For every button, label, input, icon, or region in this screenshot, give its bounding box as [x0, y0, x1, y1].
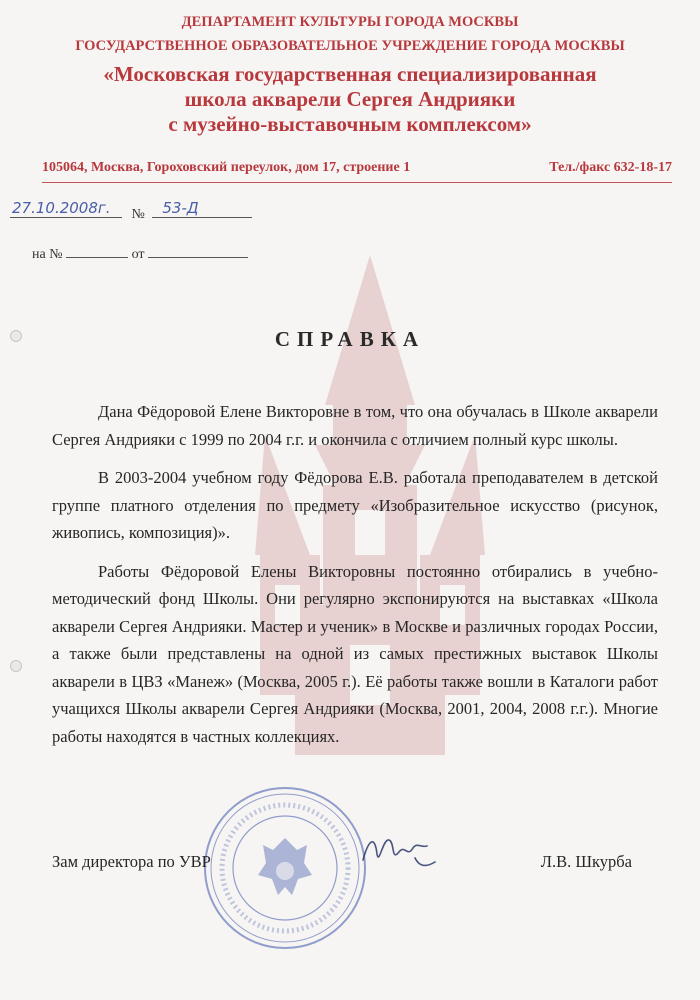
certificate-body: [52, 398, 658, 761]
ref-from-label: от: [131, 247, 145, 262]
number-label: №: [131, 207, 145, 222]
number-field: [152, 199, 252, 218]
signatory-name: Л.В. Шкурба: [540, 852, 632, 871]
registration-line: [10, 199, 252, 223]
reference-line: [32, 243, 248, 263]
handwritten-date: 27.10.2008г.: [12, 199, 111, 217]
school-name-line: «Московская государственная специализированная: [103, 62, 597, 86]
handwritten-signature: [355, 818, 445, 878]
signatory-position: Зам директора по УВР: [52, 852, 211, 871]
ref-number-label: на №: [32, 247, 63, 262]
official-seal: [200, 783, 370, 953]
school-name: [0, 62, 700, 137]
school-name-line: школа акварели Сергея Андрияки: [184, 87, 516, 111]
ref-number-field: [66, 243, 128, 258]
ref-date-field: [148, 243, 248, 258]
institution-type: ГОСУДАРСТВЕННОЕ ОБРАЗОВАТЕЛЬНОЕ УЧРЕЖДЕНИЕ ГОРОДА МОСКВЫ: [75, 38, 625, 54]
body-paragraph: Работы Фёдоровой Елены Викторовны постоянно отбирались в учебно-методический фонд Школы. Они регулярно экспонируются на выставках «Школа акварели Сергея Андрияки. Мастер и ученик» в Москве и различных городах России, а также были представлены на одной из самых престижных выставок Школы акварели в ЦВЗ «Манеж» (Москва, 2005 г.). Её работы также вошли в Каталоги работ учащихся Школы акварели Сергея Андрияки (Москва, 2001, 2004, 2008 г.г.). Многие работы находятся в частных коллекциях.: [52, 561, 658, 746]
header-divider: [42, 182, 672, 183]
address: 105064, Москва, Гороховский переулок, дом 17, строение 1: [42, 160, 411, 175]
address-row: [42, 160, 672, 176]
document-title: СПРАВКА: [274, 327, 426, 351]
punch-hole: [10, 660, 22, 672]
handwritten-number: 53-Д: [162, 199, 199, 217]
department-name: ДЕПАРТАМЕНТ КУЛЬТУРЫ ГОРОДА МОСКВЫ: [181, 14, 519, 30]
date-field: [10, 199, 122, 218]
phone-fax: Тел./факс 632-18-17: [549, 160, 672, 175]
school-name-line: с музейно-выставочным комплексом»: [168, 112, 532, 136]
body-paragraph: Дана Фёдоровой Елене Викторовне в том, что она обучалась в Школе акварели Сергея Андрияки с 1999 по 2004 г.г. и окончила с отличием полный курс школы.: [52, 402, 658, 449]
body-paragraph: В 2003-2004 учебном году Фёдорова Е.В. работала преподавателем в детской группе платного отделения по предмету «Изобразительное искусство (рисунок, живопись, композиция)».: [52, 468, 658, 542]
